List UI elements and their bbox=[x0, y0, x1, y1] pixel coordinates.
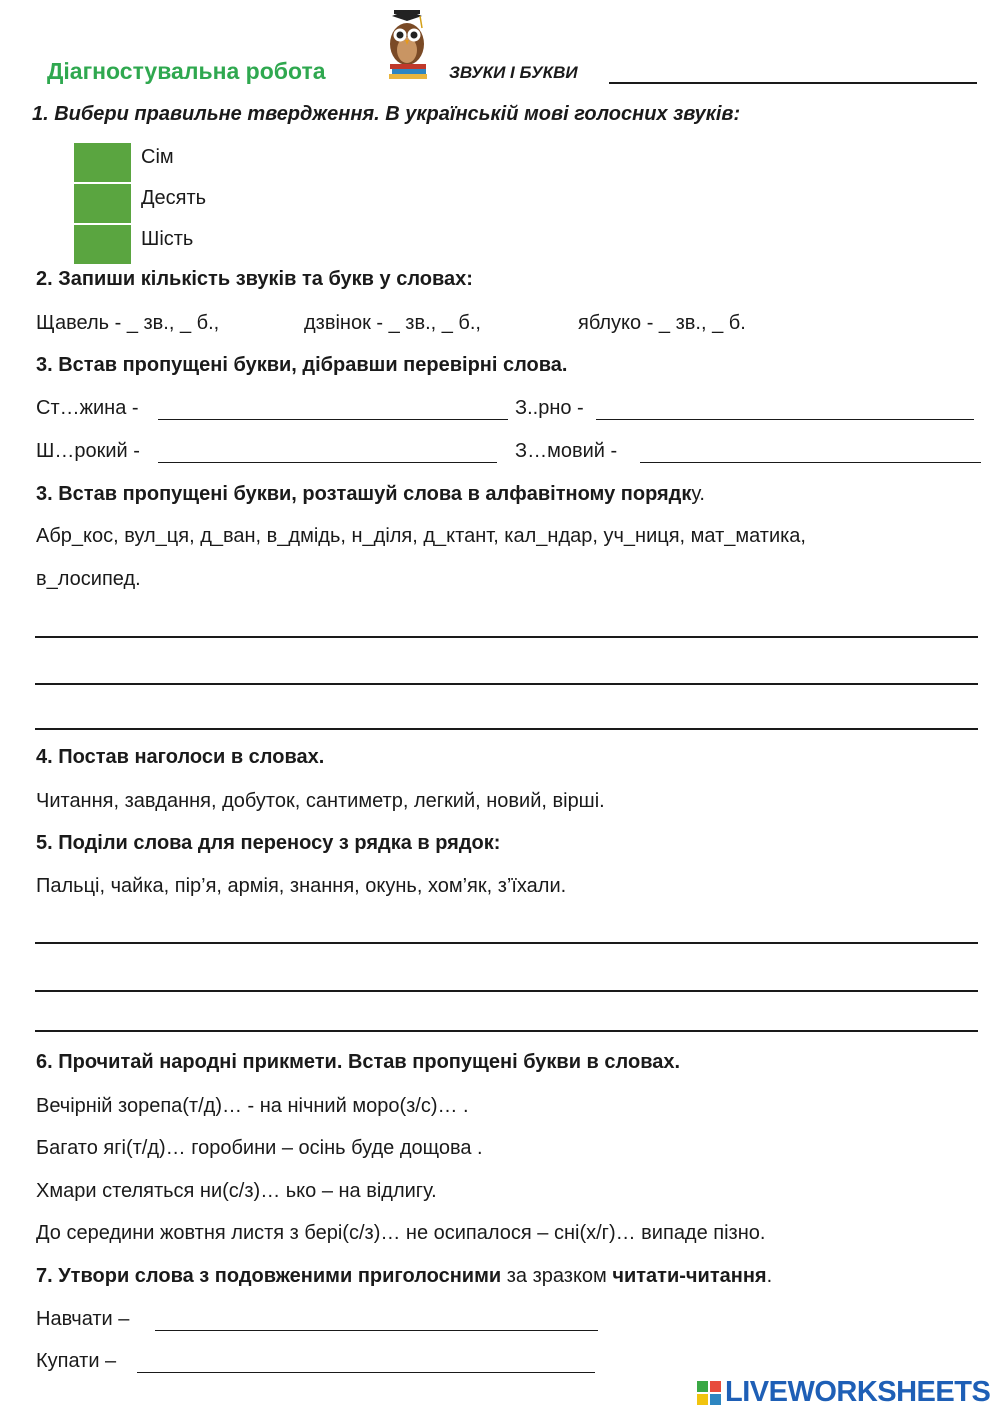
q7-item-2: Купати – bbox=[36, 1350, 117, 1372]
q7-item-1: Навчати – bbox=[36, 1308, 130, 1330]
q3b-answer-line-1[interactable] bbox=[35, 636, 978, 638]
q3b-heading-bold: 3. Встав пропущені букви, розташуй слова в алфавітному порядк bbox=[36, 483, 692, 505]
worksheet-title: Діагностувальна робота bbox=[47, 58, 326, 84]
q6-line-3: Хмари стеляться ни(с/з)… ько – на відлигу. bbox=[36, 1180, 437, 1202]
liveworksheets-logo-icon bbox=[697, 1381, 722, 1406]
option-1-label: Сім bbox=[141, 146, 174, 168]
q7-heading-bold: 7. Утвори слова з подовженими приголосними bbox=[36, 1265, 502, 1287]
q5-answer-line-2[interactable] bbox=[35, 990, 978, 992]
question-3a-heading: 3. Встав пропущені букви, дібравши перевірні слова. bbox=[36, 354, 568, 376]
option-1-checkbox[interactable] bbox=[74, 143, 131, 182]
question-6-heading: 6. Прочитай народні прикмети. Встав пропущені букви в словах. bbox=[36, 1051, 681, 1073]
q6-line-2: Багато ягі(т/д)… горобини – осінь буде дощова . bbox=[36, 1137, 483, 1159]
q3a-item-2: З..рно - bbox=[515, 397, 584, 419]
q3a-item-4: З…мовий - bbox=[515, 440, 618, 462]
q7-answer-1[interactable] bbox=[155, 1330, 598, 1331]
q3a-item-3: Ш…рокий - bbox=[36, 440, 140, 462]
q7-answer-2[interactable] bbox=[137, 1372, 595, 1373]
q3b-words-line-1: Абр_кос, вул_ця, д_ван, в_дмідь, н_діля, д_ктант, кал_ндар, уч_ниця, мат_матика, bbox=[36, 525, 806, 547]
question-5-heading: 5. Поділи слова для переносу з рядка в рядок: bbox=[36, 832, 501, 854]
question-7-heading bbox=[36, 1265, 772, 1288]
name-answer-line[interactable] bbox=[609, 82, 977, 84]
q3b-words-line-2: в_лосипед. bbox=[36, 568, 141, 590]
q5-words: Пальці, чайка, пір’я, армія, знання, окунь, хом’як, з’їхали. bbox=[36, 875, 567, 897]
question-3b-heading bbox=[36, 483, 705, 506]
q3a-item-1: Ст…жина - bbox=[36, 397, 139, 419]
q3a-answer-1[interactable] bbox=[158, 419, 508, 420]
q5-answer-line-3[interactable] bbox=[35, 1030, 978, 1032]
q3a-answer-3[interactable] bbox=[158, 462, 497, 463]
question-4-heading: 4. Постав наголоси в словах. bbox=[36, 746, 325, 768]
q6-line-4: До середини жовтня листя з бері(с/з)… не осипалося – сні(х/г)… випаде пізно. bbox=[36, 1222, 766, 1244]
q2-item-3: яблуко - _ зв., _ б. bbox=[578, 312, 746, 334]
option-2-checkbox[interactable] bbox=[74, 184, 131, 223]
q7-heading-end: . bbox=[766, 1265, 773, 1287]
question-1-prompt: 1. Вибери правильне твердження. В українській мові голосних звуків: bbox=[32, 103, 741, 125]
q2-item-1: Щавель - _ зв., _ б., bbox=[36, 312, 220, 334]
q7-heading-mid: за зразком bbox=[501, 1265, 613, 1287]
option-3-checkbox[interactable] bbox=[74, 225, 131, 264]
q5-answer-line-1[interactable] bbox=[35, 942, 978, 944]
q3b-answer-line-3[interactable] bbox=[35, 728, 978, 730]
liveworksheets-logo-text: LIVEWORKSHEETS bbox=[725, 1376, 991, 1408]
option-3-label: Шість bbox=[141, 228, 194, 250]
q3b-answer-line-2[interactable] bbox=[35, 683, 978, 685]
q7-heading-example: читати-читання bbox=[612, 1265, 767, 1287]
question-2-heading: 2. Запиши кількість звуків та букв у словах: bbox=[36, 268, 473, 290]
q6-line-1: Вечірній зорепа(т/д)… - на нічний моро(з/с)… . bbox=[36, 1095, 469, 1117]
q3b-heading-tail: у. bbox=[691, 483, 705, 505]
owl-with-books-icon bbox=[384, 10, 434, 82]
worksheet-subtitle: ЗВУКИ І БУКВИ bbox=[449, 63, 578, 82]
q2-item-2: дзвінок - _ зв., _ б., bbox=[304, 312, 481, 334]
q3a-answer-2[interactable] bbox=[596, 419, 974, 420]
q3a-answer-4[interactable] bbox=[640, 462, 981, 463]
q4-words: Читання, завдання, добуток, сантиметр, легкий, новий, вірші. bbox=[36, 790, 605, 812]
option-2-label: Десять bbox=[141, 187, 207, 209]
